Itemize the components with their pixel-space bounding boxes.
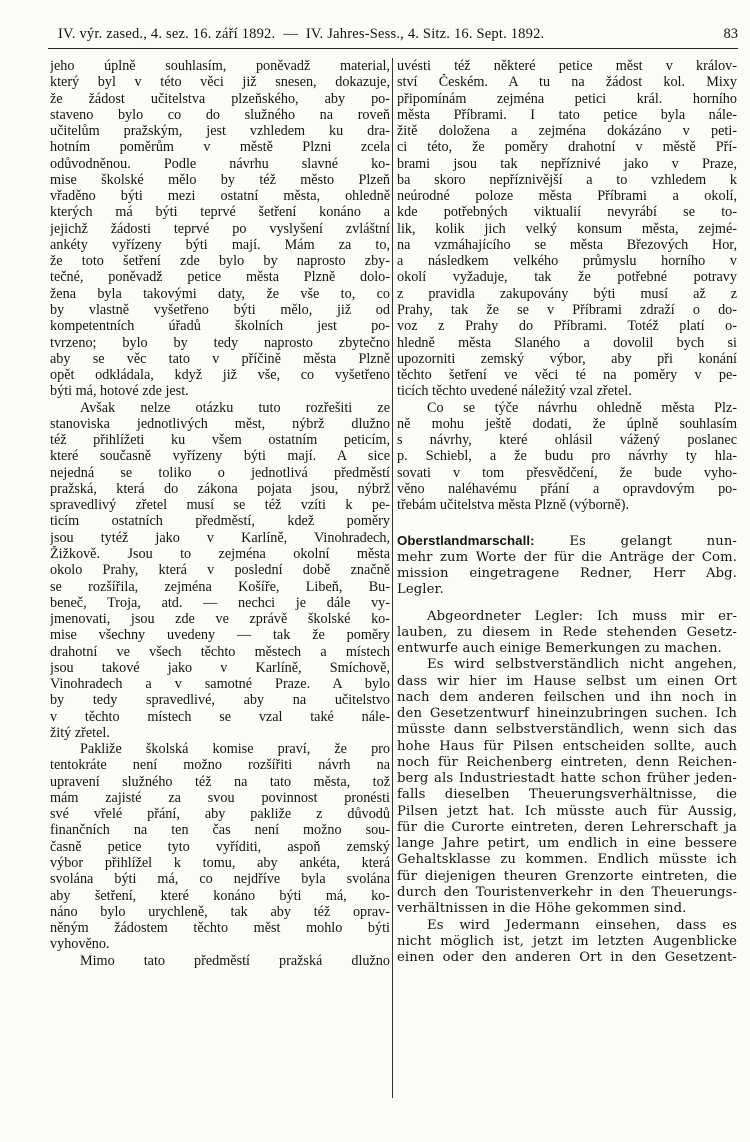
text-line: žena byla takovými daty, že vše to, co: [50, 285, 390, 302]
text-line: okolí vyžaduje, tak že potřebné potravy: [397, 269, 737, 286]
text-line: se rozšířila, zejména Košíře, Libeň, Bu-: [50, 578, 390, 595]
paragraph-gap: [397, 599, 737, 609]
text-line: sovati v tom přesvědčení, že bude vyho-: [397, 464, 737, 481]
text-line: uvésti též některé petice měst v králov-: [397, 58, 737, 74]
text-line: dass wir hier im Hause selbst um einen Ort: [397, 673, 737, 689]
text-line: nicht möglich ist, jetzt im letzten Augenblicke: [397, 933, 737, 949]
text-line: vyhověno.: [50, 936, 110, 953]
text-line: z pravidla zakupovány býti musí až z: [397, 285, 737, 302]
text-line: učitelům pražským, jest vzhledem ku dra-: [50, 123, 390, 140]
text-line: mission eingetragene Redner, Herr Abg.: [397, 565, 737, 581]
text-line: Mimo tato předměstí pražská dlužno: [80, 952, 390, 969]
text-line: Es wird Jedermann einsehen, dass es: [427, 917, 737, 933]
text-line: něným žádostem těchto měst mohlo býti: [50, 920, 390, 937]
text-line: jsou tytéž jako v Karlíně, Vinohradech,: [50, 529, 390, 546]
text-line: kompetentních úřadů školních jest po-: [50, 318, 390, 335]
text-line: p. Schiebl, a že budu pro návrhy ty hla-: [397, 448, 737, 465]
text-line: brami jsou tak nepříznivé jako v Praze,: [397, 155, 737, 172]
text-line: den Gesetzentwurf hineinzubringen suchen. Ich: [397, 706, 737, 722]
text-line: müsste dann selbstverständlich, wenn sich das: [397, 722, 737, 738]
text-line: okolo Prahy, která v poslední době značně: [50, 562, 390, 579]
text-line: ství Českém. A tu na žádost kol. Mixy: [397, 74, 737, 91]
left-column-czech: [50, 58, 390, 1098]
text-line: Pilsen jetzt hat. Ich müsste auch für Aussig,: [397, 803, 737, 819]
text-line: odůvodněnou. Podle návrhu slavné ko-: [50, 155, 390, 172]
text-line: vřaděno býti mezi ostatní města, ohledně: [50, 188, 390, 205]
text-line: upravení služného též na tato města, tož: [50, 773, 390, 790]
text-line: berg als Industriestadt hatte schon früher jeden-: [397, 771, 737, 787]
text-line: ticím ostatních předměstí, kdež poměry: [50, 513, 390, 530]
text-line: nejedná se toliko o jednotlivá předměstí: [50, 464, 390, 481]
header-dash: —: [283, 26, 298, 42]
text-line: jeho úplně souhlasím, poněvadž material,: [50, 58, 390, 74]
text-line: též přihlížeti ku všem ostatním peticím,: [50, 432, 390, 449]
text-line: neúrodné poloze města Příbrami a okolí,: [397, 188, 737, 205]
text-line: mise školské mělo by též město Plzeň: [50, 171, 390, 188]
column-divider: [392, 58, 393, 1098]
text-line: Abgeordneter Legler: Ich muss mir er-: [427, 608, 737, 624]
paragraph-gap: [397, 513, 737, 523]
text-line: mehr zum Worte der für die Anträge der Com.: [397, 549, 737, 565]
text-line: nach dem anderen feilschen und ihn noch in: [397, 689, 737, 705]
text-line: kde potřebných viktualií nevyrábí se to-: [397, 204, 737, 221]
text-line: a následkem velkého průmyslu horního v: [397, 253, 737, 270]
text-line: býti má, hotové zde jest.: [50, 383, 189, 400]
text-line: těchto šetření ve věci té na poměry v pe-: [397, 367, 737, 384]
text-line: ba skoro nepříznivější a to vzhledem k: [397, 171, 737, 188]
text-line: staveno bylo co do služného na roveň: [50, 106, 390, 123]
text-line: ci této, že poměry drahotní v městě Pří-: [397, 139, 737, 156]
text-line: finančních na ten čas není možno sou-: [50, 822, 390, 839]
text-line: náno bylo urychleně, tak aby též oprav-: [50, 903, 390, 920]
text-line: aby šetření, které konáno býti má, ko-: [50, 887, 390, 904]
header-german: IV. Jahres-Sess., 4. Sitz. 16. Sept. 1892.: [305, 26, 545, 42]
text-line: opět odkládala, když již vše, co vyšetřeno: [50, 367, 390, 384]
text-line: Vinohradech a v samotné Praze. A bylo: [50, 676, 390, 693]
text-line: ně mohu ještě dodati, že úplně souhlasím: [397, 415, 737, 432]
text-line: voz z Prahy do Příbrami. Totéž platí o-: [397, 318, 737, 335]
text-line: pražská, která do zákona pojata jsou, nýbrž: [50, 480, 390, 497]
speaker-name: Oberstlandmarschall:: [397, 533, 535, 549]
text-line: noch für Reichenberg eintreten, denn Reichen-: [397, 754, 737, 770]
page-number: 83: [723, 26, 738, 42]
text-line: hohe Haus für Pilsen entscheiden sollte, auch: [397, 738, 737, 754]
text-line: lange Jahre petirt, um endlich in eine bessere: [397, 836, 737, 852]
text-line: spravedlivý zřetel musí se též vzíti k pe-: [50, 497, 390, 514]
text-line: Prahy, tak že se v Příbrami zdraží o do-: [397, 301, 737, 318]
text-line: s návrhy, které ohlásil vážený poslanec: [397, 432, 737, 449]
text-line: Avšak nelze otázku tuto rozřešiti ze: [80, 399, 390, 416]
text-line: hotním poměrům v městě Plzni zcela: [50, 139, 390, 156]
text-line: své vřelé přání, aby pakliže z důvodů: [50, 806, 390, 823]
text-line: durch den Touristenverkehr in den Theuerungs-: [397, 885, 737, 901]
text-line: aby se věc tato v příčině města Plzně: [50, 350, 390, 367]
text-line: města Příbrami. I tato petice byla nále-: [397, 106, 737, 123]
text-line: by tedy spravedlivé, aby na učitelstvo: [50, 692, 390, 709]
text-line: einen oder den anderen Ort in den Gesetzent-: [397, 950, 737, 966]
text-line: ticích těchto uvedené náležitý vzal zřetel.: [397, 383, 632, 400]
text-line: upozorniti zemský výbor, aby při konání: [397, 350, 737, 367]
text-line: lik, kolik jich velký konsum města, zejmé-: [397, 220, 737, 237]
text-line: mise všechny uvedeny — tak že poměry: [50, 627, 390, 644]
running-header: [58, 26, 738, 48]
text-line: ankéty vyřízeny býti mají. Mám za to,: [50, 236, 390, 253]
text-line: verhältnissen in die Höhe gekommen sind.: [397, 901, 687, 917]
text-line: hledně města Slaného a dovolil bych si: [397, 334, 737, 351]
text-line: v těchto místech se vzal také nále-: [50, 708, 390, 725]
text-line: Oberstlandmarschall: Es gelangt nun-: [397, 533, 737, 550]
text-line: svolána býti má, co nejdříve byla svolána: [50, 871, 390, 888]
text-line: entwurfe auch einige Bemerkungen zu machen.: [397, 641, 722, 657]
text-line: Gehaltsklasse zu kommen. Endlich müsste ich: [397, 852, 737, 868]
text-line: lauben, zu diesem in Rede stehenden Gesetz-: [397, 624, 737, 640]
text-line: jsou takové jako v Karlíně, Smíchově,: [50, 659, 390, 676]
text-line: mám zajisté za svou povinnost pronésti: [50, 789, 390, 806]
text-line: Co se týče návrhu ohledně města Plz-: [427, 399, 737, 416]
header-rule: [48, 48, 738, 49]
text-line: stanoviska jednotlivých měst, nýbrž dlužno: [50, 415, 390, 432]
text-line: třebám učitelstva města Plzně (výborně).: [397, 497, 630, 514]
text-line: jejichž žádosti teprvé po vyslyšení zvláštní: [50, 220, 390, 237]
text-line: kterých má býti teprvé šetření konáno a: [50, 204, 390, 221]
text-line: časně petice tyto vyříditi, aspoň zemský: [50, 838, 390, 855]
text-line: für diejenigen theuren Grenzorte eintreten, die: [397, 868, 737, 884]
text-line: připomínám zejména petici král. horního: [397, 90, 737, 107]
text-line: jmenovati, jsou zde ve zprávě školské ko-: [50, 611, 390, 628]
text-line: žitý zřetel.: [50, 724, 110, 741]
text-line: že toto šetření zde bylo by naprosto zby-: [50, 253, 390, 270]
text-line: který byl v této věci již snesen, dokazuje,: [50, 74, 390, 91]
text-line: beneč, Troja, atd. — nechci je dále vy-: [50, 594, 390, 611]
right-column: [397, 58, 737, 1098]
text-line: tvrzeno; bylo by tedy naprosto zbytečno: [50, 334, 390, 351]
text-line: žitě doložena a zejména dokázáno v peti-: [397, 123, 737, 140]
text-line: für die Curorte eintreten, deren Lehrerschaft ja: [397, 819, 737, 835]
header-czech: IV. výr. zased., 4. sez. 16. září 1892.: [58, 26, 276, 42]
text-line: falls dieselben Theuerungsverhältnisse, die: [397, 787, 737, 803]
text-line: tečné, poněvadž petice města Plzně dolo-: [50, 269, 390, 286]
text-line: Pakliže školská komise praví, že pro: [80, 741, 390, 758]
text-line: Žižkově. Jsou to zejména okolní města: [50, 545, 390, 562]
text-line: by vlastně vyšetřeno býti mělo, již od: [50, 301, 390, 318]
text-line: drahotní ve všech těchto městech a místech: [50, 643, 390, 660]
text-line: na vzmáhajícího se města Březových Hor,: [397, 236, 737, 253]
text-line: Es wird selbstverständlich nicht angehen,: [427, 657, 737, 673]
text-line: věno naléhavému přání a opravdovým po-: [397, 480, 737, 497]
text-line: tentokráte není možno rozšířiti návrh na: [50, 757, 390, 774]
text-line: že žádost učitelstva plzeňského, aby po-: [50, 90, 390, 107]
text-line: Legler.: [397, 582, 444, 598]
text-line: které současně vyřízeny býti mají. A sice: [50, 448, 390, 465]
paragraph-gap: [397, 523, 737, 533]
text-line: výbor přihlížel k tomu, aby ankéta, která: [50, 855, 390, 872]
